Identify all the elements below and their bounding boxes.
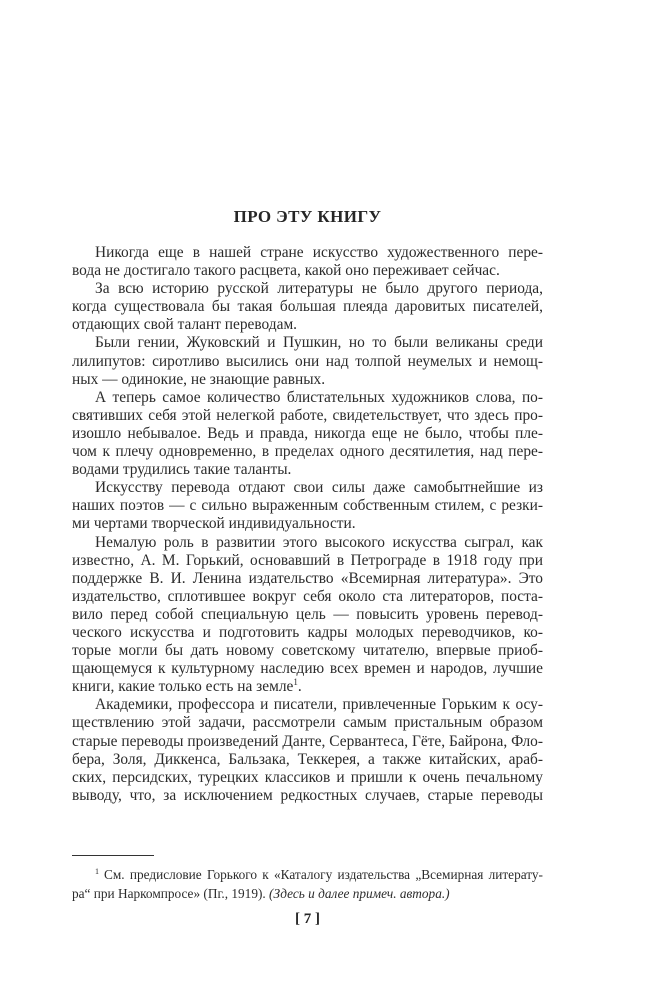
text-fragment: .: [297, 678, 302, 696]
text-line: лилипутов: сиротливо высились они над толпой неумелых и немощ-: [72, 352, 543, 370]
text-line: святивших себя этой нелегкой работе, свидетельствует, что здесь про-: [72, 406, 543, 424]
text-line: бера, Золя, Диккенса, Бальзака, Теккерея, а также китайских, араб-: [72, 750, 543, 768]
text-line: старые переводы произведений Данте, Сервантеса, Гёте, Байрона, Фло-: [72, 732, 543, 750]
text-line: вода не достигало такого расцвета, какой оно переживает сейчас.: [72, 262, 500, 280]
text-line: издательство, сплотившее вокруг себя около ста литераторов, поста-: [72, 587, 543, 605]
text-line: Академики, профессора и писатели, привлеченные Горьким к осу-: [95, 696, 543, 714]
footnote-text: См. предисловие Горького к «Каталогу издательства „Всемирная литерату-: [104, 867, 543, 882]
text-line: вило перед собой специальную цель — повысить уровень перевод-: [72, 605, 543, 623]
footnote-line: [72, 884, 543, 903]
footnote-mark: 1: [95, 867, 99, 876]
page-number: [ 7 ]: [295, 911, 320, 927]
text-line: известно, А. М. Горький, основавший в Петрограде в 1918 году при: [72, 551, 543, 569]
text-line: выводу, что, за исключением редкостных случаев, старые переводы: [72, 786, 543, 804]
text-line: Немалую роль в развитии этого высокого искусства сыграл, как: [95, 533, 543, 551]
footnote-text: ра“ при Наркомпросе» (Пг., 1919).: [72, 886, 270, 901]
text-line: ных — одинокие, не знающие равных.: [72, 370, 326, 388]
footnote-author-note: (Здесь и далее примеч. автора.): [269, 886, 450, 901]
text-line: За всю историю русской литературы не было другого периода,: [95, 280, 543, 298]
text-line: отдающих свой талант переводам.: [72, 316, 298, 334]
text-line: ми чертами творческой индивидуальности.: [72, 515, 356, 533]
footnote-reference[interactable]: 1: [293, 677, 298, 688]
footnote-divider: [72, 855, 154, 856]
text-line: когда существовала бы такая большая плеяда даровитых писателей,: [72, 298, 543, 316]
text-line: наших поэтов — с сильно выраженным собственным стилем, с резки-: [72, 497, 543, 515]
text-line: Никогда еще в нашей стране искусство художественного пере-: [95, 244, 543, 261]
text-line: А теперь самое количество блистательных художников слова, по-: [95, 388, 543, 406]
text-fragment: книги, какие только есть на земле: [72, 678, 294, 696]
text-line: поддержке В. И. Ленина издательство «Всемирная литература». Это: [72, 569, 543, 587]
text-line: чом к плечу одновременно, в пределах одного десятилетия, над пере-: [72, 443, 543, 461]
text-line: [72, 678, 543, 696]
footnote-line: [72, 862, 543, 884]
text-line: изошло небывалое. Ведь и правда, никогда еще не было, чтобы пле-: [72, 424, 543, 442]
text-line: щающемуся к культурному наследию всех времен и народов, лучшие: [72, 660, 543, 678]
text-line: Были гении, Жуковский и Пушкин, но то были великаны среди: [95, 334, 543, 352]
footnote: [72, 862, 543, 903]
chapter-heading: ПРО ЭТУ КНИГУ: [233, 207, 382, 226]
text-line: торые могли бы дать новому советскому читателю, впервые приоб-: [72, 642, 543, 660]
body-text: [72, 244, 543, 805]
text-line: ских, персидских, турецких классиков и пришли к очень печальному: [72, 768, 543, 786]
text-line: ществлению этой задачи, рассмотрели самым пристальным образом: [72, 714, 543, 732]
text-line: ческого искусства и подготовить кадры молодых переводчиков, ко-: [72, 623, 543, 641]
text-line: Искусству перевода отдают свои силы даже самобытнейшие из: [95, 479, 543, 497]
text-line: водами трудились такие таланты.: [72, 461, 292, 479]
